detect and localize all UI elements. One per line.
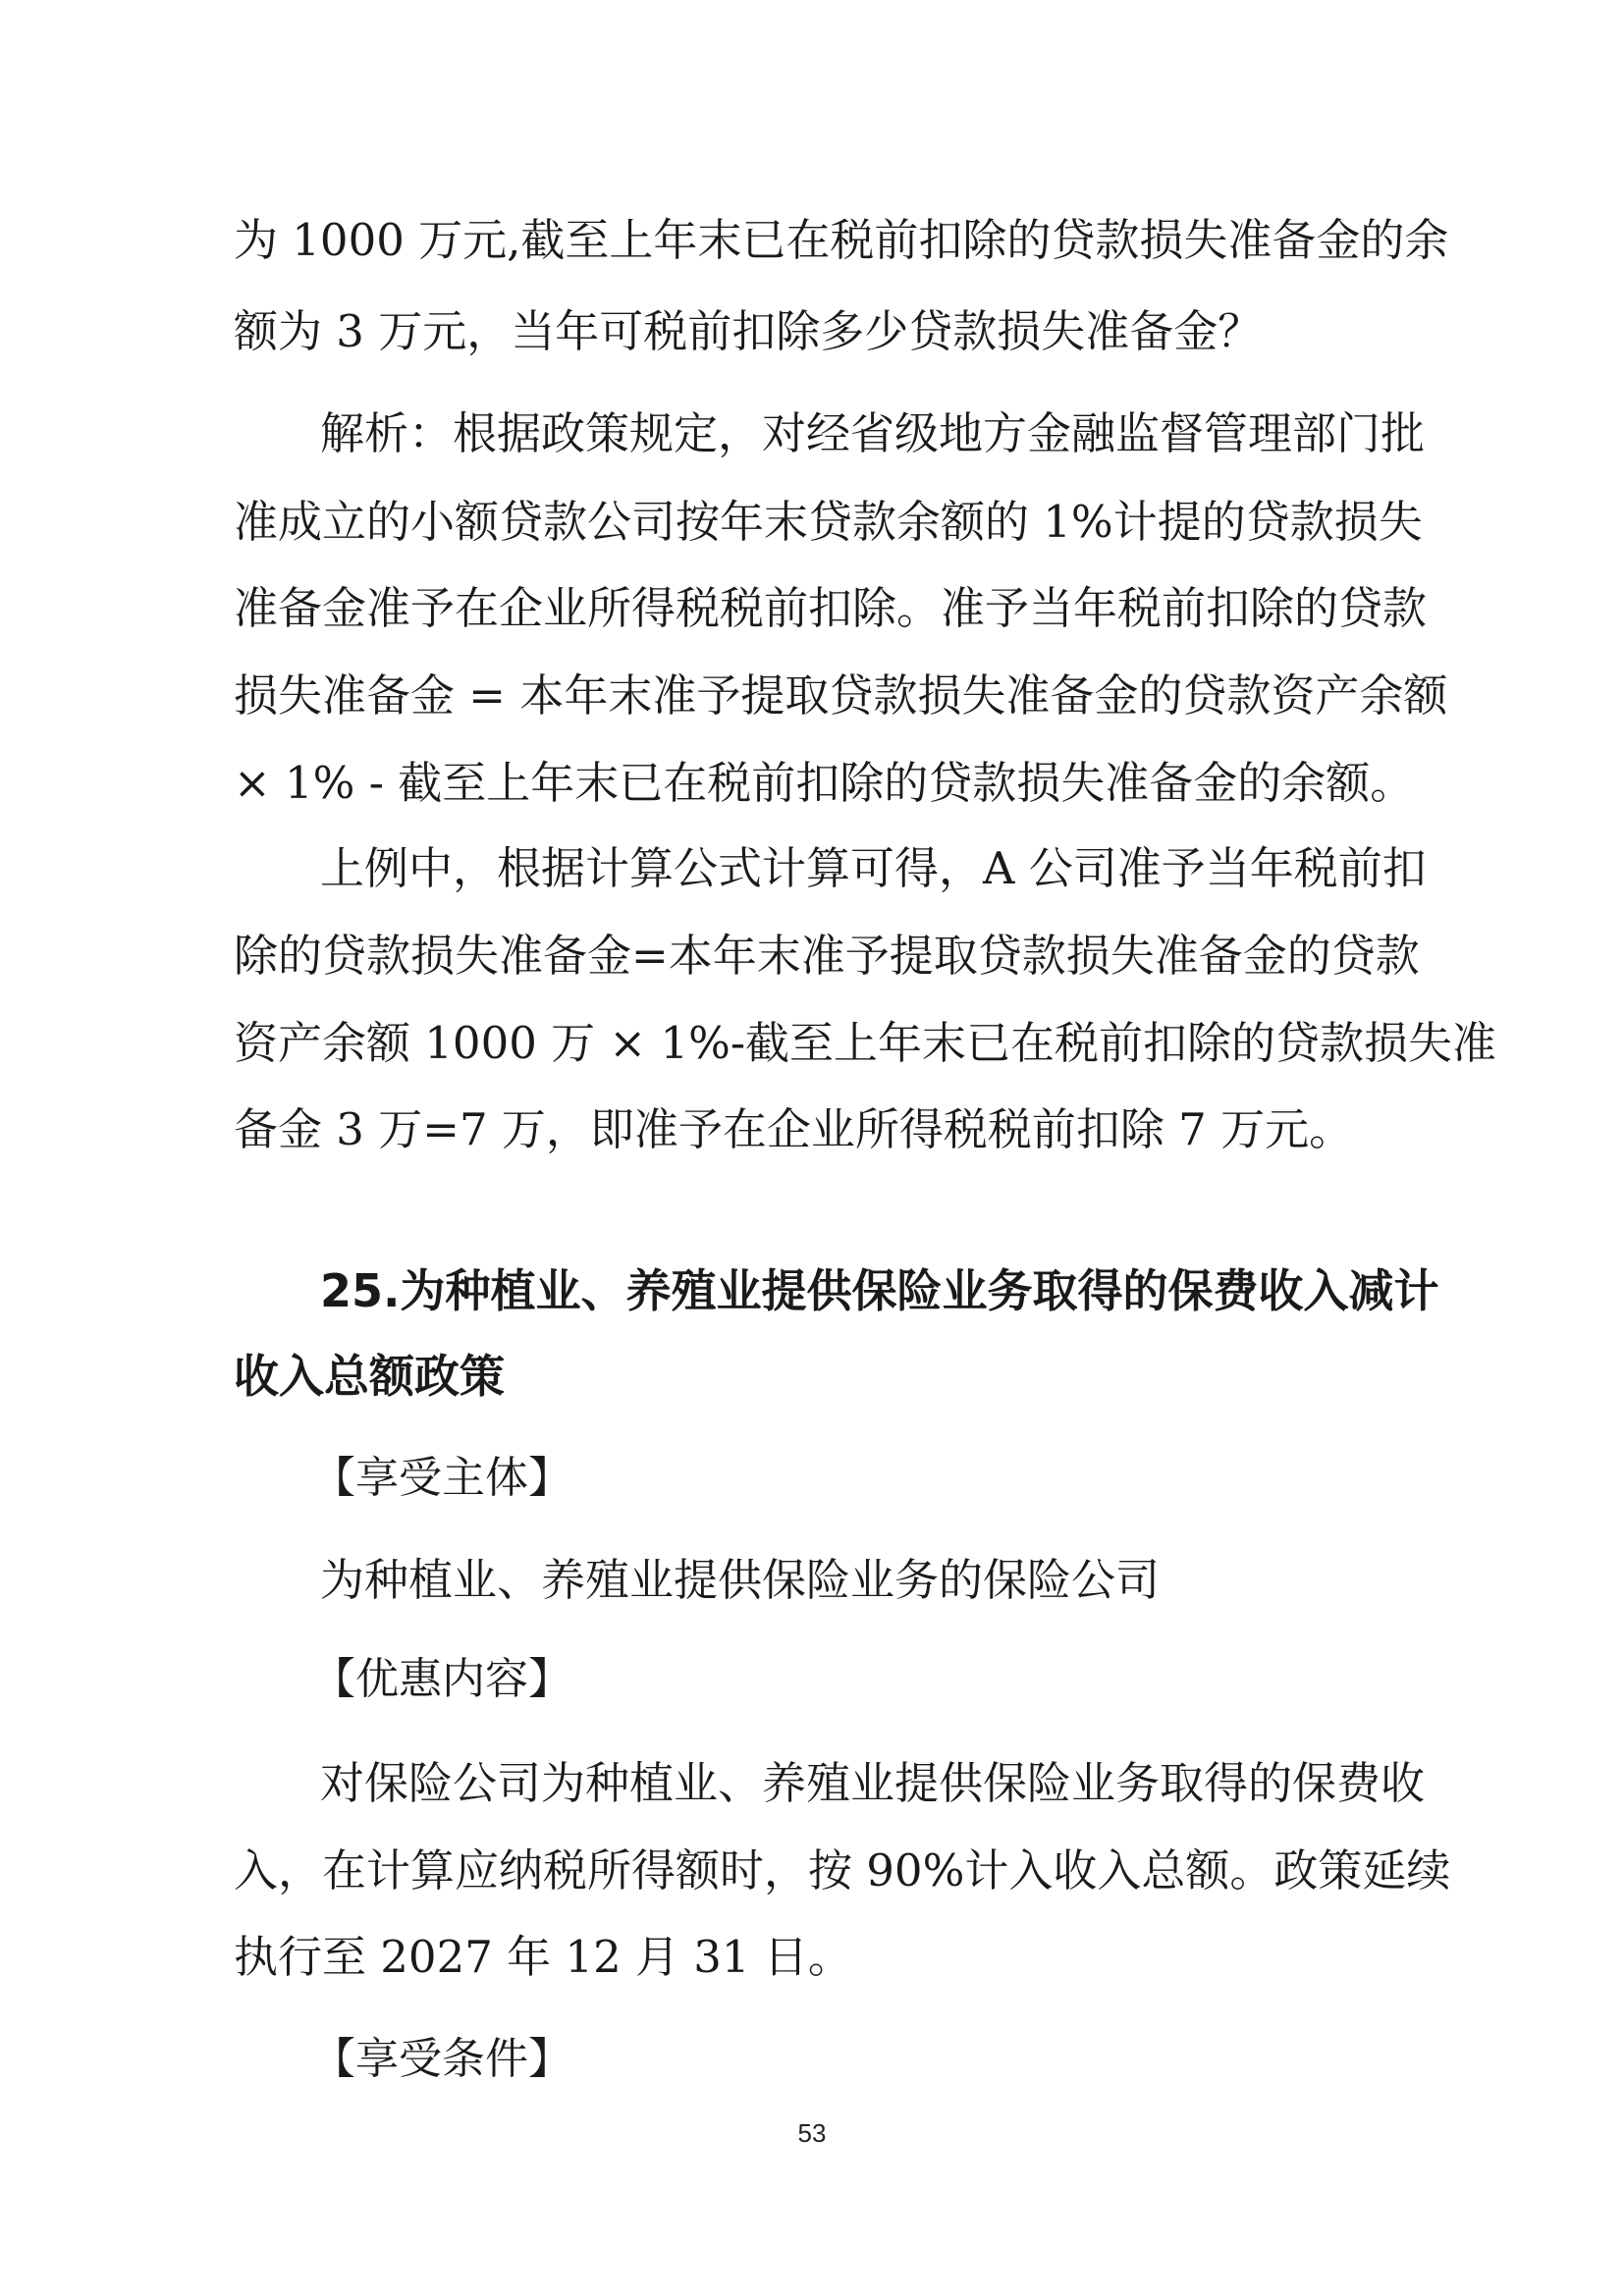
example-line: 备金 3 万=7 万，即准予在企业所得税税前扣除 7 万元。 — [234, 1103, 1354, 1155]
analysis-line: × 1% - 截至上年末已在税前扣除的贷款损失准备金的余额。 — [234, 757, 1415, 809]
page-number: 53 — [797, 2118, 827, 2148]
analysis-line: 准成立的小额贷款公司按年末贷款余额的 1%计提的贷款损失 — [234, 496, 1423, 548]
example-line: 上例中，根据计算公式计算可得，A 公司准予当年税前扣 — [320, 842, 1427, 894]
label-conditions: 【享受条件】 — [312, 2034, 571, 2084]
section-title-continued: 收入总额政策 — [234, 1350, 505, 1403]
section-title: 25.为种植业、养殖业提供保险业务取得的保费收入减计 — [320, 1264, 1439, 1317]
example-line: 资产余额 1000 万 × 1%-截至上年末已在税前扣除的贷款损失准 — [234, 1017, 1497, 1069]
content-line: 入，在计算应纳税所得额时，按 90%计入收入总额。政策延续 — [234, 1844, 1451, 1896]
analysis-line: 解析：根据政策规定，对经省级地方金融监督管理部门批 — [320, 407, 1426, 459]
label-content: 【优惠内容】 — [312, 1654, 571, 1704]
example-line: 除的贷款损失准备金=本年末准予提取贷款损失准备金的贷款 — [234, 930, 1420, 982]
content-line: 对保险公司为种植业、养殖业提供保险业务取得的保费收 — [320, 1757, 1426, 1809]
subject-text: 为种植业、养殖业提供保险业务的保险公司 — [320, 1554, 1161, 1606]
analysis-line: 损失准备金 = 本年末准予提取贷款损失准备金的贷款资产余额 — [234, 669, 1448, 721]
label-subject: 【享受主体】 — [312, 1453, 571, 1503]
content-line: 执行至 2027 年 12 月 31 日。 — [234, 1931, 852, 1983]
analysis-line: 准备金准予在企业所得税税前扣除。准予当年税前扣除的贷款 — [234, 582, 1428, 634]
body-line: 为 1000 万元,截至上年末已在税前扣除的贷款损失准备金的余 — [234, 214, 1449, 266]
body-line: 额为 3 万元，当年可税前扣除多少贷款损失准备金？ — [234, 305, 1263, 357]
